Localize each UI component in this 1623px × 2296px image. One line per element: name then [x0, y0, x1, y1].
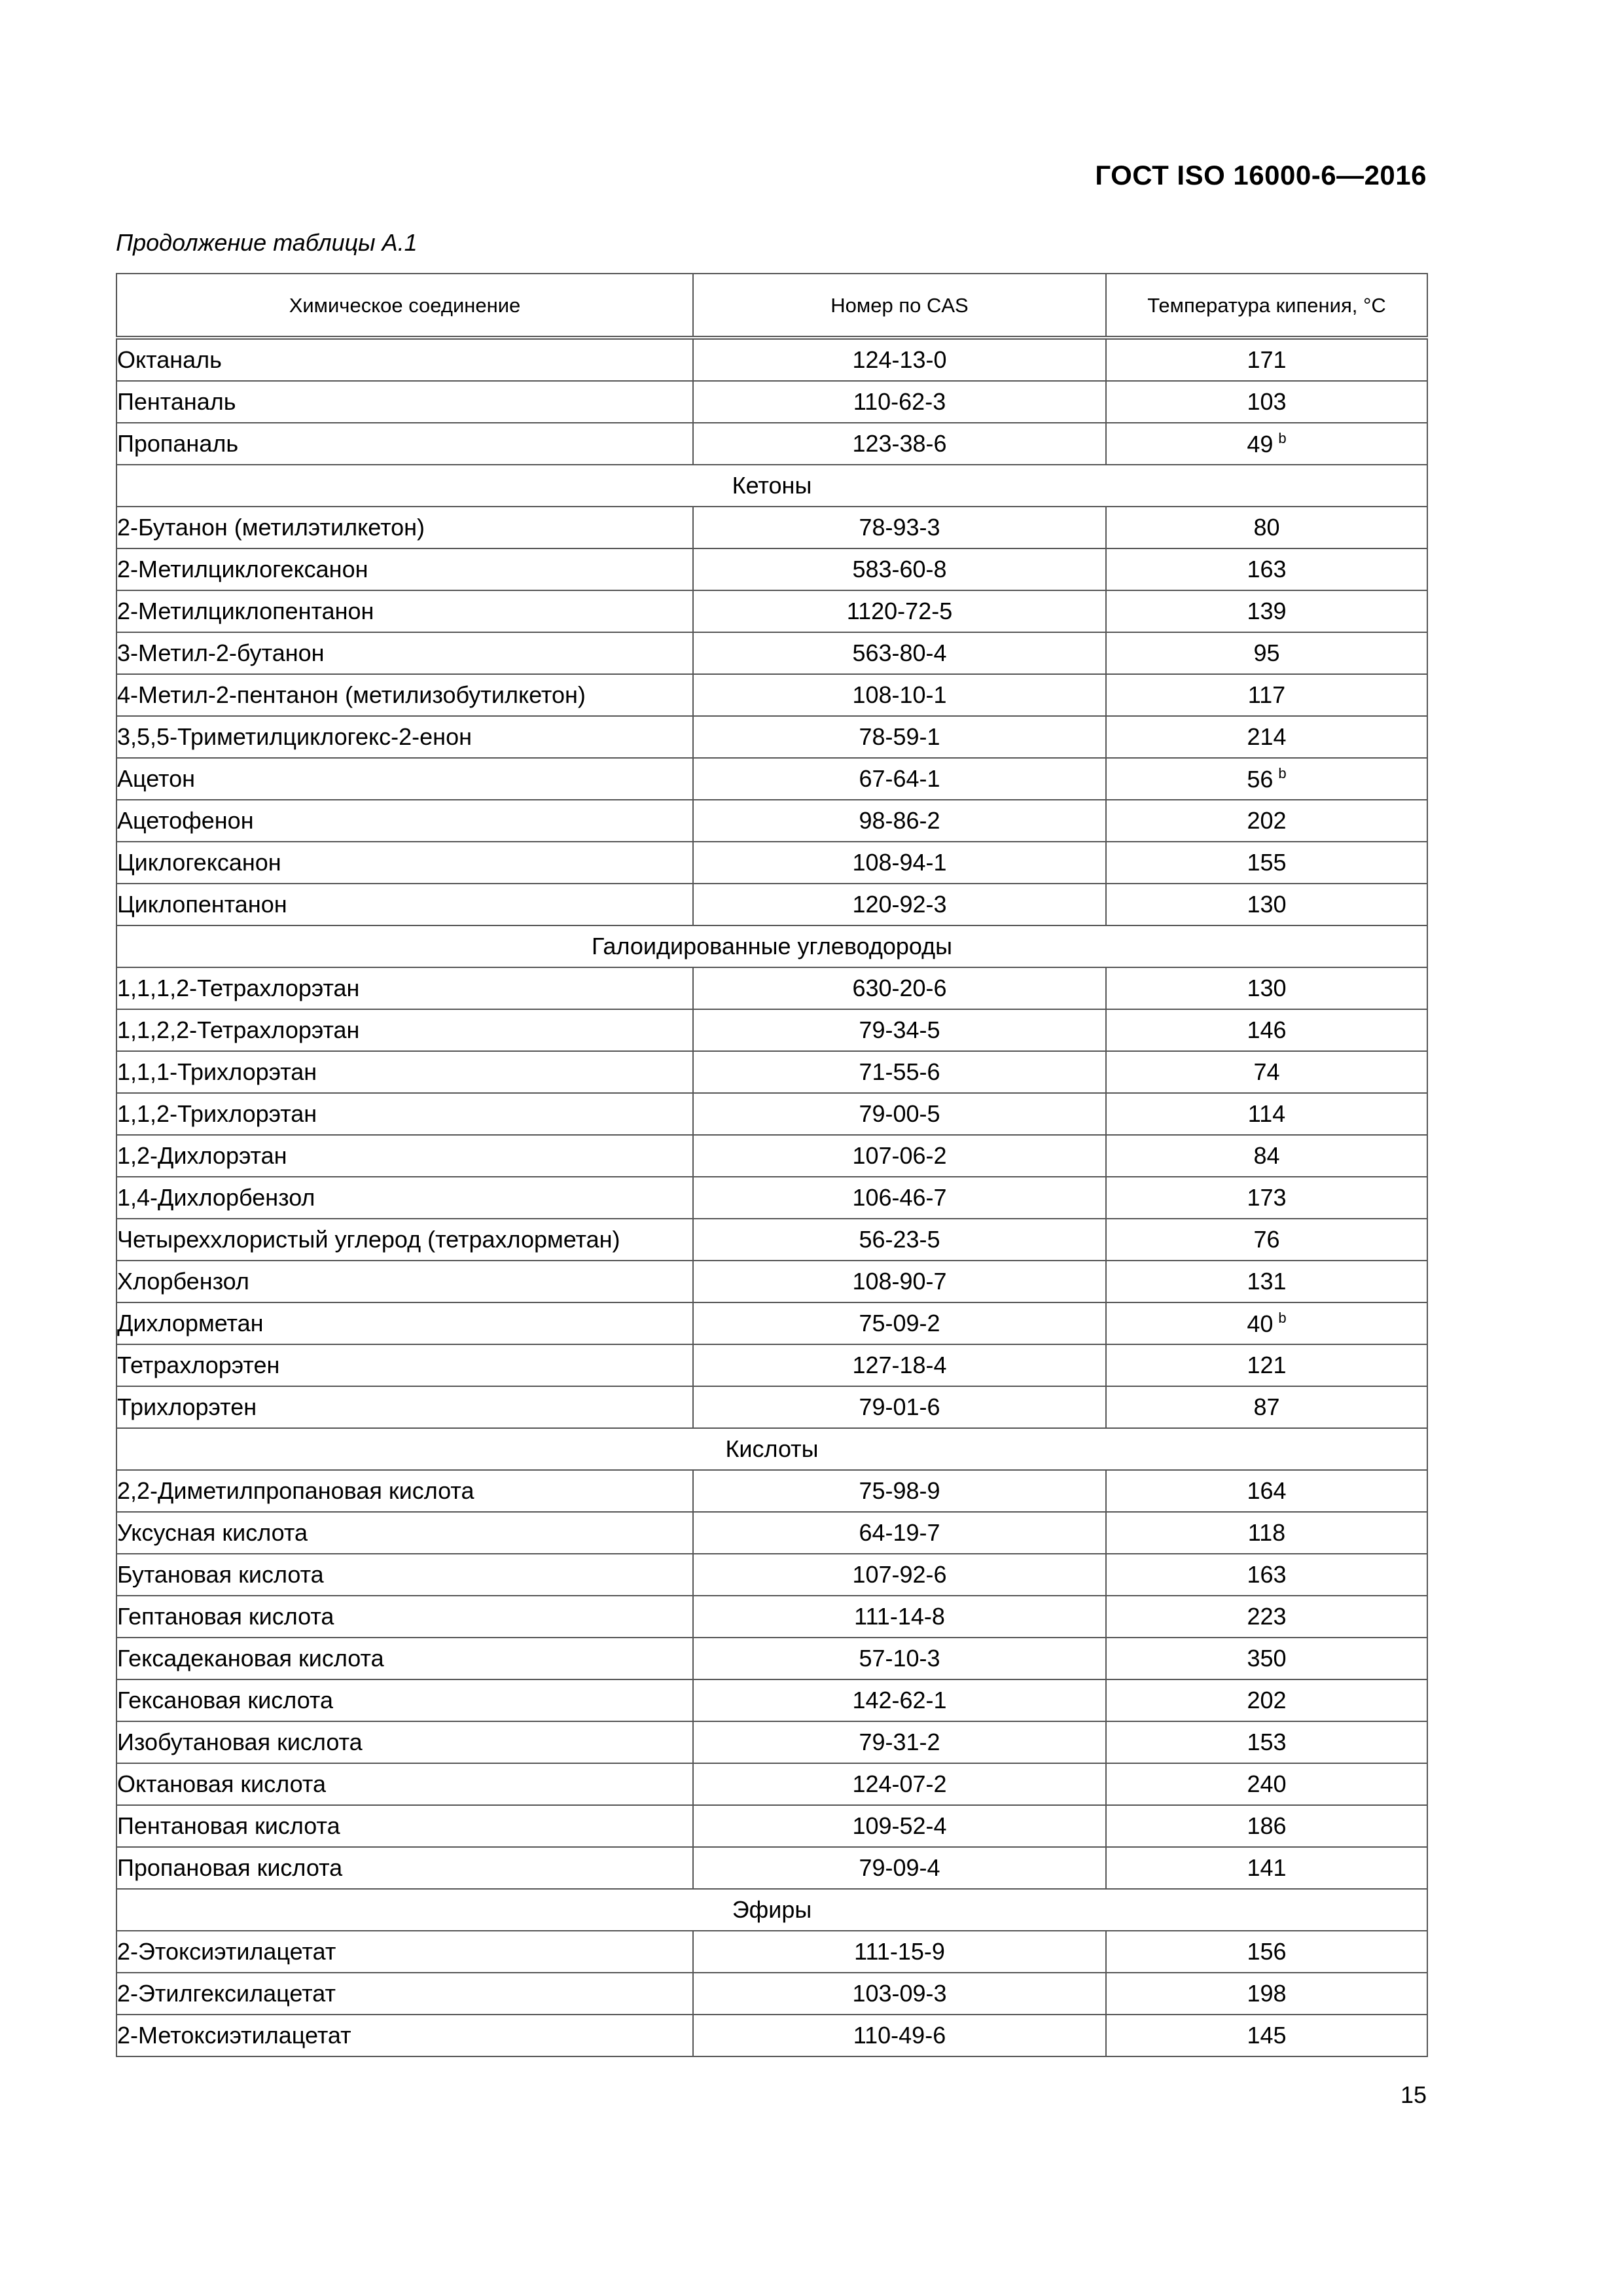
cas-number: 106-46-7 [693, 1177, 1106, 1219]
cas-number: 107-06-2 [693, 1135, 1106, 1177]
cas-number: 109-52-4 [693, 1805, 1106, 1847]
table-row [116, 1009, 1427, 1051]
cas-number: 75-09-2 [693, 1302, 1106, 1344]
boiling-point-value: 223 [1247, 1603, 1287, 1630]
boiling-point-cell [1106, 1763, 1427, 1805]
boiling-point-value: 163 [1247, 556, 1287, 583]
table-row [116, 1638, 1427, 1679]
cas-number: 78-93-3 [693, 507, 1106, 548]
table-row [116, 1135, 1427, 1177]
boiling-point-cell [1106, 1261, 1427, 1302]
table-row [116, 1512, 1427, 1554]
boiling-point-value: 202 [1247, 807, 1287, 834]
boiling-point-value: 156 [1247, 1938, 1287, 1965]
boiling-point-cell [1106, 590, 1427, 632]
table-row [116, 2015, 1427, 2056]
boiling-point-cell [1106, 632, 1427, 674]
page-number: 15 [1400, 2081, 1427, 2108]
boiling-point-value: 114 [1247, 1100, 1286, 1127]
table-row [116, 1470, 1427, 1512]
compound-name: 1,1,2,2-Тетрахлорэтан [116, 1009, 693, 1051]
chemical-compounds-table [116, 273, 1428, 2057]
compound-name: Ацетофенон [116, 800, 693, 842]
cas-number: 71-55-6 [693, 1051, 1106, 1093]
table-header-row [116, 274, 1427, 338]
compound-name: Тетрахлорэтен [116, 1344, 693, 1386]
cas-number: 127-18-4 [693, 1344, 1106, 1386]
compound-name: 1,1,1,2-Тетрахлорэтан [116, 967, 693, 1009]
compound-name: 2-Метилциклогексанон [116, 548, 693, 590]
cas-number: 111-14-8 [693, 1596, 1106, 1638]
table-continuation-label: Продолжение таблицы А.1 [116, 229, 418, 256]
cas-number: 120-92-3 [693, 884, 1106, 925]
table-body [116, 338, 1427, 2056]
compound-name: 2,2-Диметилпропановая кислота [116, 1470, 693, 1512]
boiling-point-value: 84 [1253, 1142, 1280, 1169]
group-header-row [116, 925, 1427, 967]
cas-number: 123-38-6 [693, 423, 1106, 465]
boiling-point-value: 118 [1247, 1519, 1286, 1546]
boiling-point-cell [1106, 842, 1427, 884]
boiling-point-value: 139 [1247, 598, 1287, 624]
boiling-point-value: 155 [1247, 849, 1287, 876]
table-row [116, 1554, 1427, 1596]
table-row [116, 507, 1427, 548]
boiling-point-cell [1106, 1344, 1427, 1386]
boiling-point-cell [1106, 1302, 1427, 1344]
cas-number: 79-31-2 [693, 1721, 1106, 1763]
boiling-point-cell [1106, 2015, 1427, 2056]
compound-name: 2-Метоксиэтилацетат [116, 2015, 693, 2056]
table-row [116, 1805, 1427, 1847]
boiling-point-value: 87 [1253, 1393, 1280, 1420]
column-header-compound: Химическое соединение [116, 274, 693, 338]
boiling-point-cell [1106, 381, 1427, 423]
cas-number: 142-62-1 [693, 1679, 1106, 1721]
table-row [116, 884, 1427, 925]
cas-number: 103-09-3 [693, 1973, 1106, 2015]
table-row [116, 1847, 1427, 1889]
compound-name: Дихлорметан [116, 1302, 693, 1344]
boiling-point-cell [1106, 1386, 1427, 1428]
boiling-point-value: 145 [1247, 2022, 1287, 2049]
cas-number: 64-19-7 [693, 1512, 1106, 1554]
table-row [116, 338, 1427, 381]
boiling-point-cell [1106, 967, 1427, 1009]
boiling-point-value: 117 [1247, 681, 1286, 708]
column-header-boiling-point: Температура кипения, °С [1106, 274, 1427, 338]
boiling-point-value: 240 [1247, 1770, 1287, 1797]
boiling-point-cell [1106, 1009, 1427, 1051]
boiling-point-value: 163 [1247, 1561, 1287, 1588]
cas-number: 79-09-4 [693, 1847, 1106, 1889]
boiling-point-cell [1106, 1470, 1427, 1512]
compound-name: Циклопентанон [116, 884, 693, 925]
cas-number: 79-34-5 [693, 1009, 1106, 1051]
table-row [116, 1721, 1427, 1763]
table-row [116, 674, 1427, 716]
boiling-point-value: 80 [1253, 514, 1280, 541]
boiling-point-cell [1106, 507, 1427, 548]
table-row [116, 967, 1427, 1009]
compound-name: Октаналь [116, 338, 693, 381]
boiling-point-cell [1106, 1093, 1427, 1135]
cas-number: 124-07-2 [693, 1763, 1106, 1805]
boiling-point-value: 76 [1253, 1226, 1280, 1253]
boiling-point-value: 171 [1247, 346, 1287, 373]
table-row [116, 423, 1427, 465]
cas-number: 75-98-9 [693, 1470, 1106, 1512]
compound-name: Октановая кислота [116, 1763, 693, 1805]
table-row [116, 1763, 1427, 1805]
boiling-point-cell [1106, 1596, 1427, 1638]
cas-number: 630-20-6 [693, 967, 1106, 1009]
group-header-row [116, 1428, 1427, 1470]
boiling-point-cell [1106, 1973, 1427, 2015]
boiling-point-cell [1106, 1177, 1427, 1219]
compound-name: Пропаналь [116, 423, 693, 465]
cas-number: 67-64-1 [693, 758, 1106, 800]
compound-name: 1,4-Дихлорбензол [116, 1177, 693, 1219]
cas-number: 57-10-3 [693, 1638, 1106, 1679]
compound-name: Пентановая кислота [116, 1805, 693, 1847]
cas-number: 108-10-1 [693, 674, 1106, 716]
cas-number: 1120-72-5 [693, 590, 1106, 632]
table-row [116, 632, 1427, 674]
boiling-point-value: 103 [1247, 388, 1287, 415]
compound-name: Пентаналь [116, 381, 693, 423]
table-row [116, 1261, 1427, 1302]
table-row [116, 1177, 1427, 1219]
table-row [116, 381, 1427, 423]
footnote-marker: b [1278, 430, 1287, 446]
compound-name: 2-Метилциклопентанон [116, 590, 693, 632]
boiling-point-cell [1106, 1721, 1427, 1763]
table-row [116, 716, 1427, 758]
cas-number: 78-59-1 [693, 716, 1106, 758]
compound-name: Четыреххлористый углерод (тетрахлорметан) [116, 1219, 693, 1261]
cas-number: 107-92-6 [693, 1554, 1106, 1596]
group-header: Эфиры [116, 1889, 1427, 1931]
boiling-point-value: 56 [1247, 766, 1274, 793]
boiling-point-cell [1106, 1638, 1427, 1679]
table-row [116, 548, 1427, 590]
table-row [116, 1931, 1427, 1973]
group-header: Галоидированные углеводороды [116, 925, 1427, 967]
compound-name: Бутановая кислота [116, 1554, 693, 1596]
cas-number: 79-01-6 [693, 1386, 1106, 1428]
compound-name: Ацетон [116, 758, 693, 800]
footnote-marker: b [1278, 765, 1287, 781]
compound-name: 1,1,1-Трихлорэтан [116, 1051, 693, 1093]
boiling-point-cell [1106, 423, 1427, 465]
table-row [116, 1386, 1427, 1428]
table-row [116, 1344, 1427, 1386]
compound-name: Уксусная кислота [116, 1512, 693, 1554]
table-row [116, 590, 1427, 632]
compound-name: 1,1,2-Трихлорэтан [116, 1093, 693, 1135]
boiling-point-value: 202 [1247, 1687, 1287, 1713]
compound-name: Трихлорэтен [116, 1386, 693, 1428]
compound-name: Пропановая кислота [116, 1847, 693, 1889]
compound-name: 3,5,5-Триметилциклогекс-2-енон [116, 716, 693, 758]
compound-name: 1,2-Дихлорэтан [116, 1135, 693, 1177]
table-row [116, 758, 1427, 800]
compound-name: 3-Метил-2-бутанон [116, 632, 693, 674]
boiling-point-value: 186 [1247, 1812, 1287, 1839]
boiling-point-cell [1106, 716, 1427, 758]
boiling-point-value: 173 [1247, 1184, 1287, 1211]
cas-number: 79-00-5 [693, 1093, 1106, 1135]
boiling-point-cell [1106, 1847, 1427, 1889]
boiling-point-value: 146 [1247, 1016, 1287, 1043]
compound-name: Изобутановая кислота [116, 1721, 693, 1763]
compound-name: 2-Этоксиэтилацетат [116, 1931, 693, 1973]
boiling-point-value: 95 [1253, 639, 1280, 666]
boiling-point-value: 141 [1247, 1854, 1287, 1881]
cas-number: 583-60-8 [693, 548, 1106, 590]
table-row [116, 1596, 1427, 1638]
compound-name: Хлорбензол [116, 1261, 693, 1302]
table-row [116, 800, 1427, 842]
compound-name: Гептановая кислота [116, 1596, 693, 1638]
compound-name: 2-Бутанон (метилэтилкетон) [116, 507, 693, 548]
boiling-point-value: 121 [1247, 1352, 1287, 1378]
boiling-point-value: 131 [1247, 1268, 1287, 1295]
boiling-point-cell [1106, 338, 1427, 381]
table-row [116, 842, 1427, 884]
cas-number: 563-80-4 [693, 632, 1106, 674]
table-row [116, 1679, 1427, 1721]
cas-number: 108-94-1 [693, 842, 1106, 884]
group-header-row [116, 1889, 1427, 1931]
group-header: Кетоны [116, 465, 1427, 507]
cas-number: 98-86-2 [693, 800, 1106, 842]
boiling-point-cell [1106, 1051, 1427, 1093]
column-header-cas: Номер по CAS [693, 274, 1106, 338]
boiling-point-cell [1106, 1931, 1427, 1973]
boiling-point-value: 40 [1247, 1310, 1274, 1337]
boiling-point-value: 153 [1247, 1729, 1287, 1755]
boiling-point-cell [1106, 884, 1427, 925]
cas-number: 108-90-7 [693, 1261, 1106, 1302]
cas-number: 110-62-3 [693, 381, 1106, 423]
table-row [116, 1093, 1427, 1135]
boiling-point-cell [1106, 1805, 1427, 1847]
table-row [116, 1302, 1427, 1344]
boiling-point-value: 130 [1247, 891, 1287, 918]
cas-number: 110-49-6 [693, 2015, 1106, 2056]
compound-name: Гексановая кислота [116, 1679, 693, 1721]
boiling-point-value: 350 [1247, 1645, 1287, 1672]
compound-name: Гексадекановая кислота [116, 1638, 693, 1679]
boiling-point-cell [1106, 548, 1427, 590]
cas-number: 56-23-5 [693, 1219, 1106, 1261]
boiling-point-cell [1106, 1512, 1427, 1554]
boiling-point-value: 130 [1247, 975, 1287, 1001]
boiling-point-value: 74 [1253, 1058, 1280, 1085]
boiling-point-value: 214 [1247, 723, 1287, 750]
footnote-marker: b [1278, 1310, 1287, 1326]
boiling-point-cell [1106, 800, 1427, 842]
boiling-point-cell [1106, 758, 1427, 800]
boiling-point-value: 49 [1247, 431, 1274, 457]
boiling-point-cell [1106, 1219, 1427, 1261]
compound-name: 2-Этилгексилацетат [116, 1973, 693, 2015]
group-header: Кислоты [116, 1428, 1427, 1470]
boiling-point-value: 164 [1247, 1477, 1287, 1504]
group-header-row [116, 465, 1427, 507]
boiling-point-cell [1106, 1679, 1427, 1721]
boiling-point-value: 198 [1247, 1980, 1287, 2007]
table-row [116, 1219, 1427, 1261]
boiling-point-cell [1106, 674, 1427, 716]
document-code: ГОСТ ISO 16000-6—2016 [1095, 160, 1427, 190]
cas-number: 111-15-9 [693, 1931, 1106, 1973]
boiling-point-cell [1106, 1554, 1427, 1596]
boiling-point-cell [1106, 1135, 1427, 1177]
compound-name: 4-Метил-2-пентанон (метилизобутилкетон) [116, 674, 693, 716]
cas-number: 124-13-0 [693, 338, 1106, 381]
table-row [116, 1973, 1427, 2015]
table-row [116, 1051, 1427, 1093]
compound-name: Циклогексанон [116, 842, 693, 884]
